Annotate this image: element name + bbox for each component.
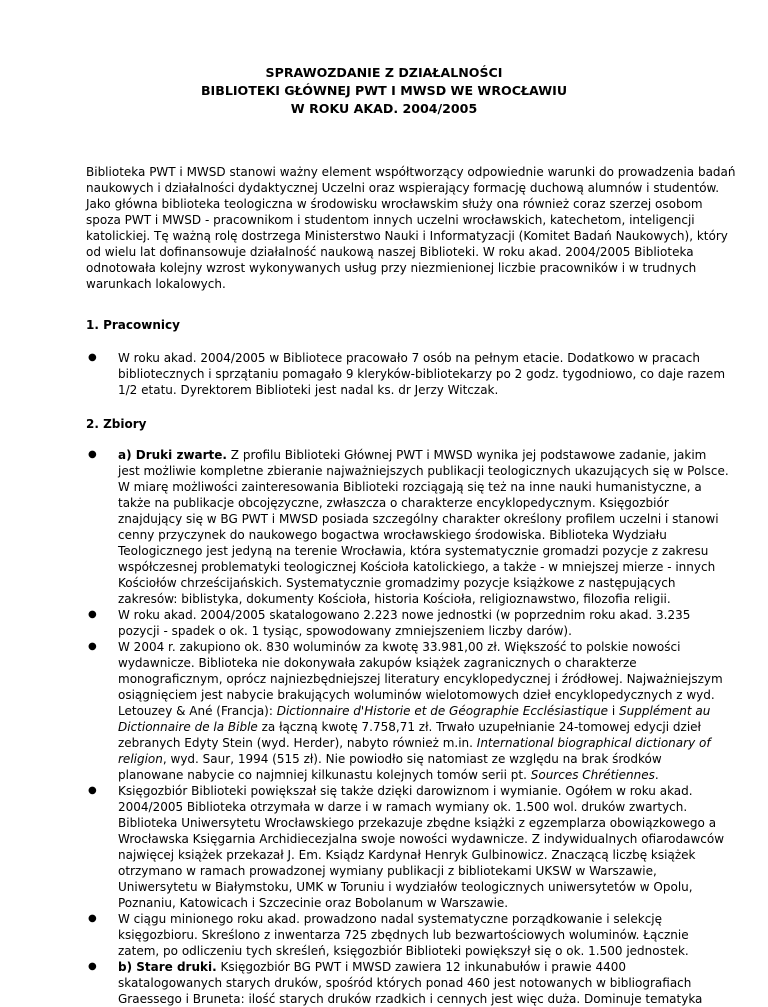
bullet-icon: ● [88, 913, 97, 924]
intro-paragraph [86, 164, 736, 292]
printed-books-line: W miarę możliwości zainteresowania Biblioteki rozciągają się też na inne nauki humanistyczne, a [118, 480, 702, 494]
donations-line: Uniwersytetu w Białymstoku, UMK w Toruniu i wydziałów teologicznych uniwersytetów w Opolu, [118, 880, 693, 894]
list-item-donations [88, 783, 725, 911]
intro-line: Jako główna biblioteka teologiczna w środowisku wrocławskim służy ona również coraz szerzej osobom [86, 197, 703, 211]
donations-line: Poznaniu, Katowicach i Szczecinie oraz Bobolanum w Warszawie. [118, 896, 509, 910]
bullet-icon: ● [88, 961, 97, 972]
intro-line: warunkach lokalowych. [86, 277, 226, 291]
bullet-icon: ● [88, 609, 97, 620]
intro-line: katolickiej. Tę ważną rolę dostrzega Ministerstwo Nauki i Informatyzacji (Komitet Badań Naukowych), który [86, 229, 728, 243]
purchases-line: planowane nabycie co najmniej kilkunastu kolejnych tomów serii pt. Sources Chrétiennes. [118, 768, 659, 782]
old-prints-label: b) Stare druki. [118, 960, 217, 974]
printed-books-line: także na publikacje obcojęzyczne, zwłaszcza o charakterze encyklopedycznym. Księgozbiór [118, 496, 669, 510]
printed-books-line: cenny przyczynek do naukowego bogactwa wrocławskiego środowiska. Biblioteka Wydziału [118, 528, 667, 542]
intro-line: spoza PWT i MWSD - pracownikom i studentom innych uczelni wrocławskich, katechetom, inteligencji [86, 213, 695, 227]
donations-line: otrzymano w ramach prowadzonej wymiany publikacji z bibliotekami UKSW w Warszawie, [118, 864, 657, 878]
title-line-1: SPRAWOZDANIE Z DZIAŁALNOŚCI [265, 65, 503, 80]
printed-books-line: znajdujący się w BG PWT i MWSD posiada szczególny charakter określony profilem uczelni i stanowi [118, 512, 719, 526]
purchases-line: Dictionnaire de la Bible za łączną kwotę 7.758,71 zł. Trwało uzupełnianie 24-tomowej edycji dzieł [118, 720, 701, 734]
printed-books-line: Kościołów chrześcijańskich. Systematycznie gromadzimy pozycje książkowe z następujących [118, 576, 676, 590]
printed-books-line: a) Druki zwarte. Z profilu Biblioteki Głównej PWT i MWSD wynika jej podstawowe zadanie, jakim [118, 448, 707, 462]
list-item-old-prints [88, 959, 722, 1007]
intro-line: Biblioteka PWT i MWSD stanowi ważny element współtworzący odpowiednie warunki do prowadzenia badań [86, 165, 736, 179]
intro-line: naukowych i działalności dydaktycznej Uczelni oraz wspierający formację duchową alumnów i studentów. [86, 181, 720, 195]
printed-books-line: zakresów: biblistyka, dokumenty Kościoła, historia Kościoła, religioznawstwo, filozofia religii. [118, 592, 671, 606]
list-item-purchases [88, 639, 723, 783]
purchases-line: W 2004 r. zakupiono ok. 830 woluminów za kwotę 33.981,00 zł. Większość to polskie nowości [118, 640, 681, 654]
intro-line: odnotowała kolejny wzrost wykonywanych usług przy niezmienionej liczbie pracowników i w trudnych [86, 261, 697, 275]
printed-books-line: Teologicznego jest jedyną na terenie Wrocławia, która systematycznie gromadzi pozycje z zakresu [118, 544, 709, 558]
title-line-3: W ROKU AKAD. 2004/2005 [290, 101, 478, 116]
purchases-line: zebranych Edyty Stein (wyd. Herder), nabyto również m.in. International biographical dictionary of [118, 736, 711, 750]
donations-line: najwięcej książek przekazał J. Em. Ksiądz Kardynał Henryk Gulbinowicz. Znaczącą liczbę książek [118, 848, 696, 862]
list-item-selection [88, 911, 722, 959]
staff-line: W roku akad. 2004/2005 w Bibliotece pracowało 7 osób na pełnym etacie. Dodatkowo w pracach [118, 351, 700, 365]
printed-books-line: współczesnej problematyki teologicznej Kościoła katolickiego, a także - w mniejszej mierze - innych [118, 560, 716, 574]
purchases-line: religion, wyd. Saur, 1994 (515 zł). Nie powiodło się natomiast ze względu na brak środków [118, 752, 662, 766]
old-prints-line: skatalogowanych starych druków, spośród których ponad 460 jest notowanych w bibliografiach [118, 976, 692, 990]
bullet-icon: ● [88, 449, 97, 460]
purchases-line: wydawnicze. Biblioteka nie dokonywała zakupów książek zagranicznych o charakterze [118, 656, 637, 670]
bullet-icon: ● [88, 641, 97, 652]
old-prints-line: Graessego i Bruneta: ilość starych druków rzadkich i cennych jest więc duża. Dominuje tematyka [118, 992, 703, 1006]
intro-line: od wielu lat dofinansowuje działalność naukową naszej Biblioteki. W roku akad. 2004/2005 Biblioteka [86, 245, 694, 259]
purchases-line: monograficznym, oprócz najniezbędniejszej literatury encyklopedycznej i źródłowej. Najważniejszym [118, 672, 723, 686]
cataloged-line: pozycji - spadek o ok. 1 tysiąc, spowodowany zmniejszeniem liczby darów). [118, 624, 572, 638]
donations-line: 2004/2005 Biblioteka otrzymała w darze i w ramach wymiany ok. 1.500 wol. druków zwartych. [118, 800, 688, 814]
bullet-icon: ● [88, 352, 97, 363]
purchases-line: osiągnięciem jest nabycie brakujących woluminów wielotomowych dzieł encyklopedycznych z wyd. [118, 688, 715, 702]
printed-books-line: jest możliwie kompletne zbieranie najważniejszych publikacji teologicznych ukazujących się w Polsce. [118, 464, 729, 478]
list-item-cataloged [88, 607, 722, 639]
old-prints-line: b) Stare druki. Księgozbiór BG PWT i MWSD zawiera 12 inkunabułów i prawie 4400 [118, 960, 627, 974]
selection-line: zatem, po odliczeniu tych skreśleń, księgozbiór Biblioteki powiększył się o ok. 1.500 jednostek. [118, 944, 689, 958]
bullet-icon: ● [88, 785, 97, 796]
staff-line: 1/2 etatu. Dyrektorem Biblioteki jest nadal ks. dr Jerzy Witczak. [118, 383, 499, 397]
section-heading-collections: 2. Zbiory [86, 417, 147, 431]
selection-line: W ciągu minionego roku akad. prowadzono nadal systematyczne porządkowanie i selekcję [118, 912, 663, 926]
selection-line: księgozbioru. Skreślono z inwentarza 725 zbędnych lub bezwartościowych woluminów. Łącznie [118, 928, 689, 942]
donations-line: Biblioteka Uniwersytetu Wrocławskiego przekazuje zbędne książki z egzemplarza obowiązkowego a [118, 816, 717, 830]
staff-line: bibliotecznych i sprzątaniu pomagało 9 kleryków-bibliotekarzy po 2 godz. tygodniowo, co daje razem [118, 367, 726, 381]
list-item-staff [88, 350, 726, 398]
cataloged-line: W roku akad. 2004/2005 skatalogowano 2.223 nowe jednostki (w poprzednim roku akad. 3.235 [118, 608, 691, 622]
section-heading-staff: 1. Pracownicy [86, 318, 180, 332]
purchases-line: Letouzey & Ané (Francja): Dictionnaire d'Historie et de Géographie Ecclésiastique i Supplément au [118, 704, 711, 718]
document-title [0, 64, 768, 118]
donations-line: Wrocławska Księgarnia Archidiecezjalna swoje nowości wydawnicze. Z indywidualnych ofiarodawców [118, 832, 725, 846]
title-line-2: BIBLIOTEKI GŁÓWNEJ PWT I MWSD WE WROCŁAWIU [200, 83, 568, 98]
printed-books-label: a) Druki zwarte. [118, 448, 227, 462]
donations-line: Księgozbiór Biblioteki powiększał się także dzięki darowiznom i wymianie. Ogółem w roku akad. [118, 784, 693, 798]
list-item-printed-books [88, 447, 729, 607]
